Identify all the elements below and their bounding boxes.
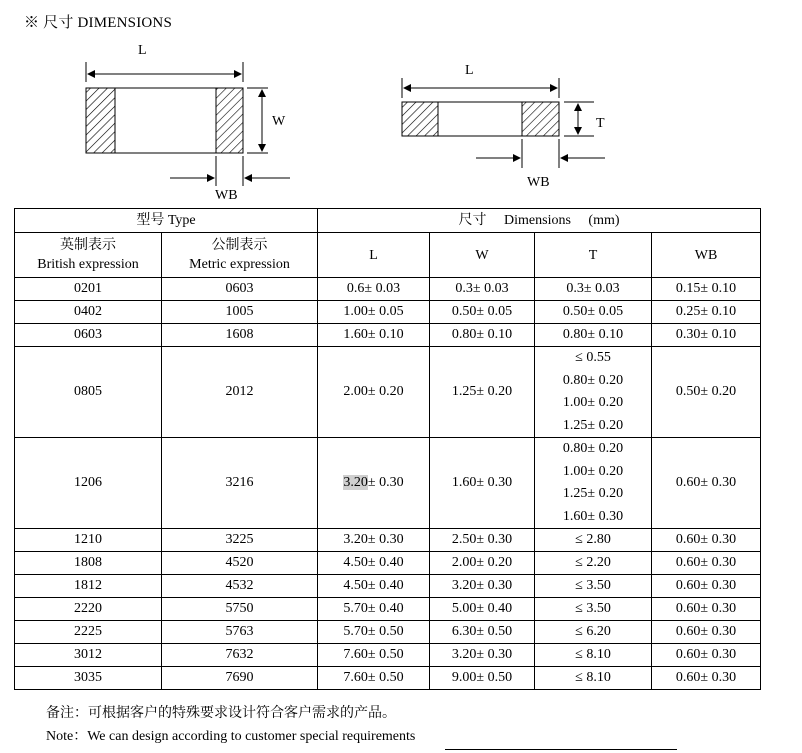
divider [445,749,677,750]
table-row: 3012 7632 7.60± 0.50 3.20± 0.30 ≤ 8.10 0.60± 0.30 [15,644,761,667]
table-row: 0402 1005 1.00± 0.05 0.50± 0.05 0.50± 0.05 0.25± 0.10 [15,301,761,324]
dim-label-W: W [272,114,286,129]
side-right-terminal-hatch [522,102,559,136]
col-header-WB: WB [652,233,761,278]
left-terminal-hatch [86,88,115,153]
dimensions-header: 尺寸 Dimensions (mm) [318,209,761,233]
side-left-terminal-hatch [402,102,438,136]
side-dim-label-L: L [465,63,474,78]
side-dim-label-WB: WB [527,175,550,190]
dim-label-L: L [138,43,147,58]
table-row: 2225 5763 5.70± 0.50 6.30± 0.50 ≤ 6.20 0.60± 0.30 [15,621,761,644]
british-header: 英制表示 British expression [15,233,162,278]
metric-header: 公制表示 Metric expression [162,233,318,278]
table-row: 1210 3225 3.20± 0.30 2.50± 0.30 ≤ 2.80 0.60± 0.30 [15,529,761,552]
text-selection-highlight[interactable]: 3.20 [343,475,368,490]
table-row: 1812 4532 4.50± 0.40 3.20± 0.30 ≤ 3.50 0.60± 0.30 [15,575,761,598]
table-row: 0603 1608 1.60± 0.10 0.80± 0.10 0.80± 0.10 0.30± 0.10 [15,324,761,347]
dimension-diagrams [0,0,802,208]
section-heading: ※ 尺寸 DIMENSIONS [24,15,173,31]
table-row: 2220 5750 5.70± 0.40 5.00± 0.40 ≤ 3.50 0.60± 0.30 [15,598,761,621]
right-terminal-hatch [216,88,243,153]
col-header-T: T [535,233,652,278]
table-row: 3035 7690 7.60± 0.50 9.00± 0.50 ≤ 8.10 0.60± 0.30 [15,667,761,690]
note-english: Note：We can design according to customer special requirements [46,729,416,744]
thickness-options: ≤ 0.55 0.80± 0.20 1.00± 0.20 1.25± 0.20 [535,347,652,438]
thickness-options: 0.80± 0.20 1.00± 0.20 1.25± 0.20 1.60± 0.30 [535,438,652,529]
table-row: 1206 3216 3.20± 0.30 1.60± 0.30 0.80± 0.20 1.00± 0.20 1.25± 0.20 1.60± 0.30 0.60± 0.30 [15,438,761,529]
side-view-diagram [402,63,605,190]
note-chinese: 备注：可根据客户的特殊要求设计符合客户需求的产品。 [46,706,396,721]
dimensions-table [14,208,761,690]
dim-label-WB: WB [215,188,238,203]
table-row: 0201 0603 0.6± 0.03 0.3± 0.03 0.3± 0.03 0.15± 0.10 [15,278,761,301]
table-row: 0805 2012 2.00± 0.20 1.25± 0.20 ≤ 0.55 0.80± 0.20 1.00± 0.20 1.25± 0.20 0.50± 0.20 [15,347,761,438]
type-header: 型号 Type [15,209,318,233]
top-view-diagram [86,43,290,203]
side-dim-label-T: T [596,116,605,131]
selected-cell: 3.20± 0.30 [318,438,430,529]
col-header-W: W [430,233,535,278]
table-row: 1808 4520 4.50± 0.40 2.00± 0.20 ≤ 2.20 0.60± 0.30 [15,552,761,575]
col-header-L: L [318,233,430,278]
